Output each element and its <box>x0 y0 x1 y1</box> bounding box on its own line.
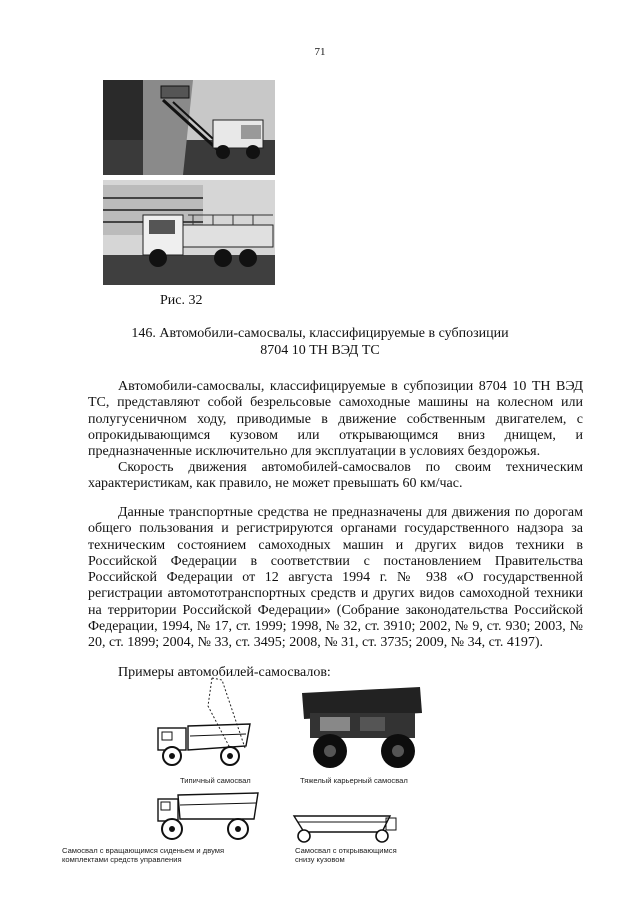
photo-aerial-lift-truck <box>103 80 275 175</box>
figure-caption: Рис. 32 <box>160 293 203 308</box>
heavy-mining-dump-truck-drawing <box>300 683 425 771</box>
bottom-dump-truck-drawing <box>290 808 400 846</box>
paragraph-definition: Автомобили-самосвалы, классифицируемые в субпозиции 8704 10 ТН ВЭД ТС, представляют собой безрельсовые самоходные машины на колесном или полугусеничном ходу, приводимые в движение собственным двигателем, с опрокидывающимся кузовом или открывающимся вниз днищем, и предназначенные исключительно для эксплуатации в условиях бездорожья. <box>88 379 583 460</box>
photo-platform-truck <box>103 180 275 285</box>
caption-heavy-mining-dump-truck: Тяжелый карьерный самосвал <box>300 776 408 785</box>
paragraph-registration: Данные транспортные средства не предназначены для движения по дорогам общего пользования и регистрируются органами государственного надзора за техническим состоянием самоходных машин и других видов техники в Российской Федерации в соответствии с постановлением Правительства Российской Федерации от 12 августа 1994 г. № 938 «О государственной регистрации автомототранспортных средств и других видов самоходной техники на территории Российской Федерации» (Собрание законодательства Российской Федерации, 1994, № 17, ст. 1999; 1998, № 32, ст. 3910; 2002, № 9, ст. 930; 2003, № 20, ст. 1899; 2004, № 33, ст. 3495; 2008, № 31, ст. 3735; 2009, № 34, ст. 4197). <box>88 505 583 651</box>
caption-bottom-dump-line1: Самосвал с открывающимся <box>295 846 397 855</box>
paragraph-speed: Скорость движения автомобилей-самосвалов по своим техническим характеристикам, как правило, не может превышать 60 км/час. <box>88 460 583 492</box>
page-number: 71 <box>314 46 326 58</box>
typical-dump-truck-drawing <box>150 676 260 771</box>
section-heading-line1: 146. Автомобили-самосвалы, классифицируемые в субпозиции <box>131 326 509 341</box>
caption-bottom-dump-line2: снизу кузовом <box>295 855 345 864</box>
caption-typical-dump-truck: Типичный самосвал <box>180 776 251 785</box>
caption-rotating-seat-line2: комплектами средств управления <box>62 855 182 864</box>
rotating-seat-dump-truck-drawing <box>150 785 265 845</box>
paragraph-examples-intro: Примеры автомобилей-самосвалов: <box>118 665 331 680</box>
section-heading-line2: 8704 10 ТН ВЭД ТС <box>260 343 380 358</box>
caption-rotating-seat-line1: Самосвал с вращающимся сиденьем и двумя <box>62 846 225 855</box>
